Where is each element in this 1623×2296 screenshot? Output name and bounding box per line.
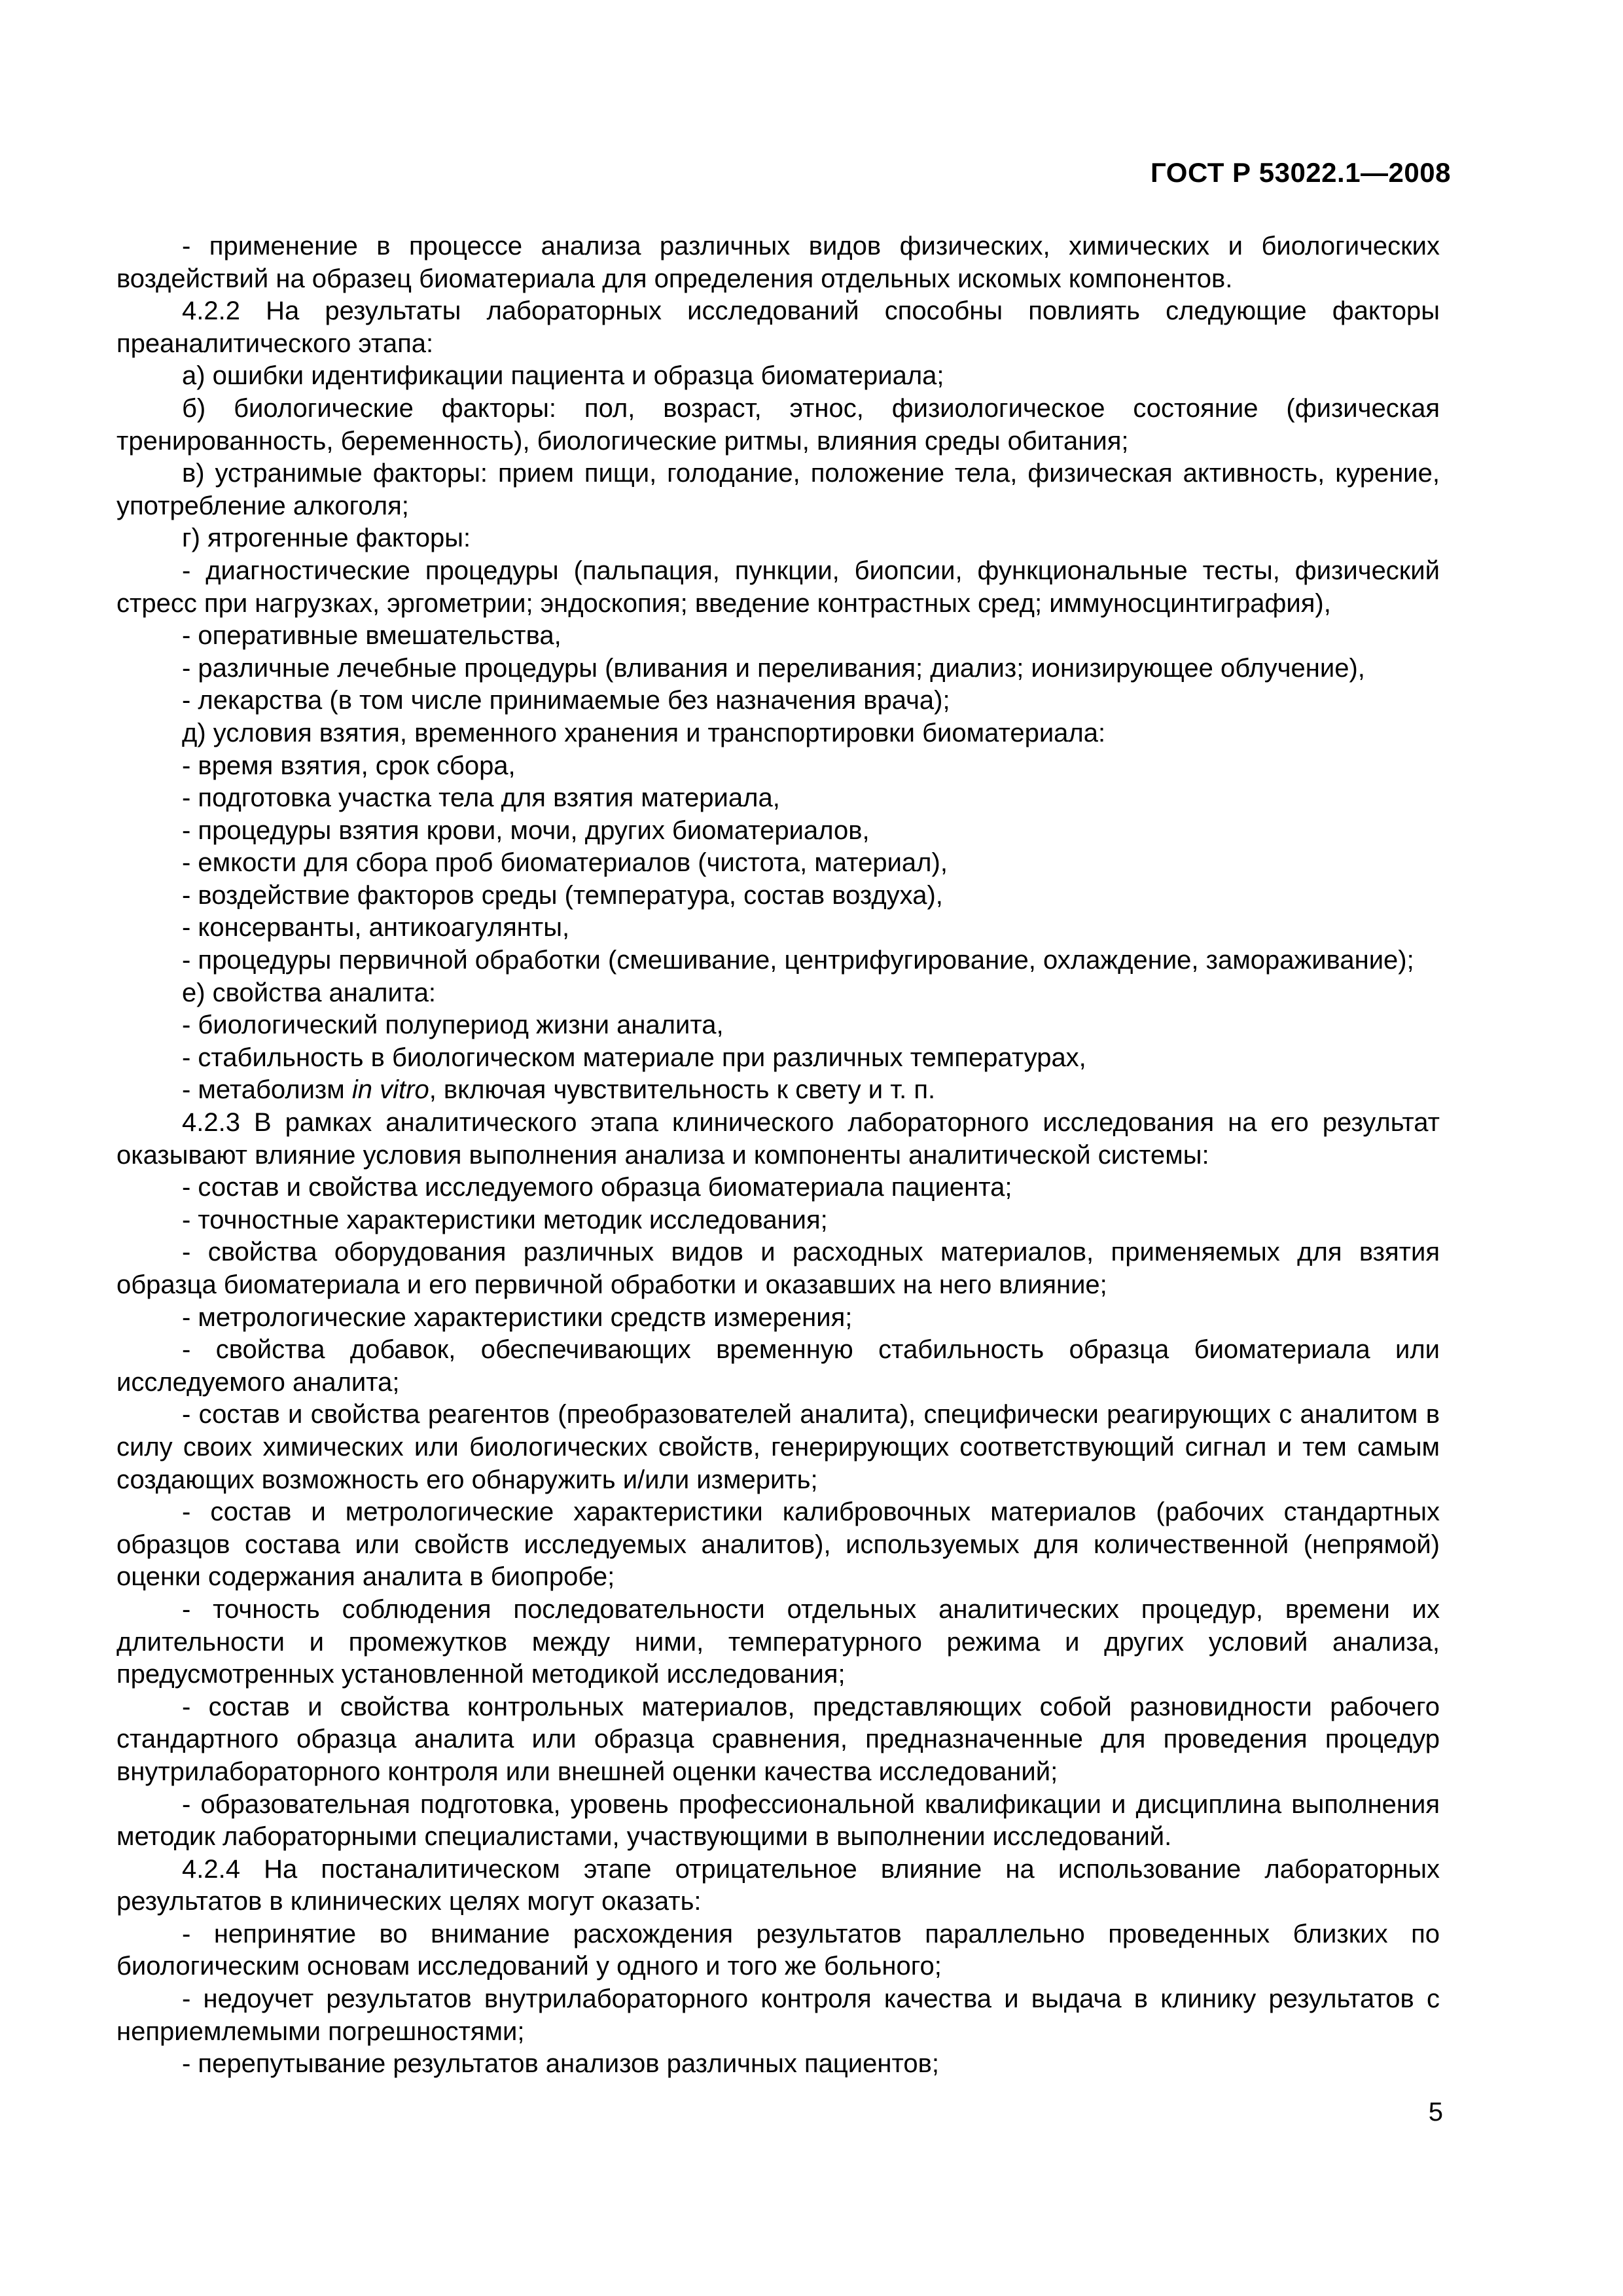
list-item: - образовательная подготовка, уровень профессиональной квалификации и дисциплина выполнения методик лабораторными специалистами, участвующими в выполнении исследований. — [116, 1789, 1440, 1852]
page-number: 5 — [1428, 2098, 1443, 2126]
list-item: - состав и свойства контрольных материалов, представляющих собой разновидности рабочего стандартного образца аналита или образца сравнения, предназначенные для проведения процедур внутрилабораторного контроля или внешней оценки качества исследований; — [116, 1692, 1440, 1786]
list-item: б) биологические факторы: пол, возраст, этнос, физиологическое состояние (физическая тренированность, беременность), биологические ритмы, влияния среды обитания; — [116, 393, 1440, 456]
list-item: в) устранимые факторы: прием пищи, голодание, положение тела, физическая активность, курение, употребление алкоголя; — [116, 459, 1440, 520]
list-item: - состав и свойства исследуемого образца биоматериала пациента; — [182, 1173, 1012, 1202]
list-item: - точностные характеристики методик исследования; — [182, 1205, 828, 1234]
metabolism-prefix: - метаболизм — [182, 1075, 352, 1105]
list-item: - время взятия, срок сбора, — [182, 751, 516, 780]
list-item: д) условия взятия, временного хранения и транспортировки биоматериала: — [182, 718, 1106, 747]
list-item: - непринятие во внимание расхождения результатов параллельно проведенных близких по биологическим основам исследований у одного и того же больного; — [116, 1919, 1440, 1981]
list-item: - воздействие факторов среды (температура, состав воздуха), — [182, 880, 943, 910]
list-item: е) свойства аналита: — [182, 978, 437, 1007]
list-item: - состав и метрологические характеристики калибровочных материалов (рабочих стандартных образцов состава или свойств исследуемых аналитов), используемых для количественной (непрямой) оценки содержания аналита в биопробе; — [116, 1498, 1440, 1592]
metabolism-italic: in vitro — [351, 1075, 429, 1105]
paragraph: 4.2.4 На постаналитическом этапе отрицательное влияние на использование лабораторных результатов в клинических целях могут оказать: — [116, 1854, 1440, 1916]
list-item: - лекарства (в том числе принимаемые без назначения врача); — [182, 686, 950, 715]
list-item-metabolism — [116, 1074, 1440, 1107]
list-item: а) ошибки идентификации пациента и образца биоматериала; — [182, 361, 944, 391]
list-item: - различные лечебные процедуры (вливания и переливания; диализ; ионизирующее облучение), — [182, 653, 1365, 683]
list-item: - свойства добавок, обеспечивающих временную стабильность образца биоматериала или исследуемого аналита; — [116, 1335, 1440, 1397]
list-item: - процедуры взятия крови, мочи, других биоматериалов, — [182, 816, 870, 845]
list-item: - оперативные вмешательства, — [182, 621, 562, 651]
document-code-header: ГОСТ Р 53022.1—2008 — [1150, 157, 1451, 188]
document-body — [116, 230, 1440, 2081]
list-item: - метрологические характеристики средств измерения; — [182, 1302, 853, 1332]
list-item: - недоучет результатов внутрилабораторного контроля качества и выдача в клинику результатов с неприемлемыми погрешностями; — [116, 1984, 1440, 2046]
list-item: - состав и свойства реагентов (преобразователей аналита), специфически реагирующих с аналитом в силу своих химических или биологических свойств, генерирующих соответствующий сигнал и тем самым создающих возможность его обнаружить и/или измерить; — [116, 1400, 1440, 1494]
list-item: - перепутывание результатов анализов различных пациентов; — [182, 2049, 939, 2079]
list-item: - емкости для сбора проб биоматериалов (чистота, материал), — [182, 848, 948, 878]
list-item: - биологический полупериод жизни аналита, — [182, 1011, 724, 1040]
paragraph: - применение в процессе анализа различных видов физических, химических и биологических воздействий на образец биоматериала для определения отдельных искомых компонентов. — [116, 232, 1440, 293]
paragraph: 4.2.3 В рамках аналитического этапа клинического лабораторного исследования на его результат оказывают влияние условия выполнения анализа и компоненты аналитической системы: — [116, 1108, 1440, 1170]
paragraph: 4.2.2 На результаты лабораторных исследований способны повлиять следующие факторы преаналитического этапа: — [116, 296, 1440, 358]
list-item: - точность соблюдения последовательности отдельных аналитических процедур, времени их длительности и промежутков между ними, температурного режима и других условий анализа, предусмотренных установленной методикой исследования; — [116, 1594, 1440, 1689]
list-item: - подготовка участка тела для взятия материала, — [182, 783, 780, 813]
list-item: - стабильность в биологическом материале при различных температурах, — [182, 1043, 1086, 1072]
list-item: г) ятрогенные факторы: — [182, 524, 471, 553]
list-item: - свойства оборудования различных видов и расходных материалов, применяемых для взятия образца биоматериала и его первичной обработки и оказавших на него влияние; — [116, 1238, 1440, 1299]
metabolism-suffix: , включая чувствительность к свету и т. п. — [429, 1075, 936, 1105]
list-item: - процедуры первичной обработки (смешивание, центрифугирование, охлаждение, замораживание); — [182, 946, 1414, 975]
list-item: - консерванты, антикоагулянты, — [182, 913, 570, 942]
list-item: - диагностические процедуры (пальпация, пункции, биопсии, функциональные тесты, физический стресс при нагрузках, эргометрии; эндоскопия; введение контрастных сред; иммуносцинтиграфия), — [116, 556, 1440, 618]
